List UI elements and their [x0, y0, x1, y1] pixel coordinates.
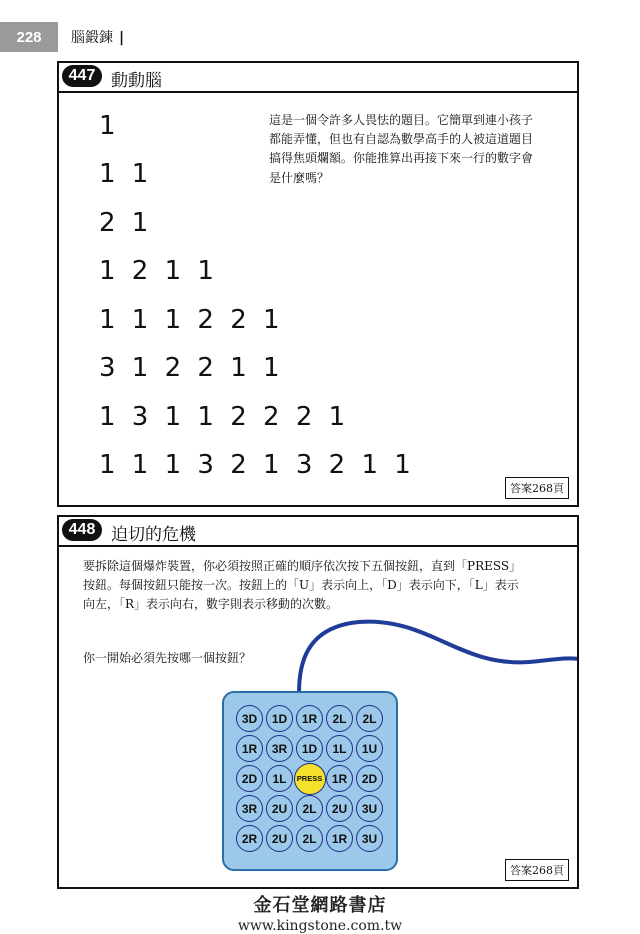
page-header	[0, 0, 640, 52]
page-footer	[0, 889, 640, 934]
book-title-text: 腦鍛鍊	[71, 30, 113, 46]
sequence-line: 1 1	[99, 159, 153, 189]
bomb-button[interactable]: 1R	[326, 825, 353, 852]
puzzle-448-description: 要拆除這個爆炸裝置，你必須按照正確的順序依次按下五個按鈕，直到「PRESS」按鈕。每個按鈕只能按一次。按鈕上的「U」表示向上，「D」表示向下，「L」表示向左，「R」表示向右，數字則表示移動的次數。	[83, 559, 522, 612]
page-number: 228	[0, 22, 58, 52]
puzzle-448	[57, 515, 579, 889]
bomb-button[interactable]: 1R	[326, 765, 353, 792]
bomb-button[interactable]: 3U	[356, 795, 383, 822]
sequence-line: 1 3 1 1 2 2 2 1	[99, 402, 350, 432]
store-url: www.kingstone.com.tw	[237, 918, 403, 934]
bomb-button[interactable]: 1L	[326, 735, 353, 762]
bomb-button[interactable]: 2L	[356, 705, 383, 732]
puzzle-447-number-badge: 447	[62, 65, 102, 87]
wire-path	[299, 622, 577, 693]
puzzle-448-question: 你一開始必須先按哪一個按鈕？	[83, 651, 252, 665]
sequence-line: 2 1	[99, 208, 153, 238]
bomb-button[interactable]: 1D	[296, 735, 323, 762]
bomb-button[interactable]: 3D	[236, 705, 263, 732]
bomb-button[interactable]: 1R	[296, 705, 323, 732]
sequence-line: 1	[99, 111, 120, 141]
puzzle-447-answer-reference: 答案268頁	[505, 477, 569, 499]
puzzle-447-description: 這是一個令許多人畏怯的題目。它簡單到連小孩子都能弄懂，但也有自認為數學高手的人被這道題目搞得焦頭爛額。你能推算出再接下來一行的數字會是什麼嗎？	[269, 113, 534, 185]
puzzle-447-title: 動動腦	[111, 71, 162, 91]
header-separator: |	[119, 30, 125, 46]
book-title	[71, 27, 124, 47]
bomb-button[interactable]: 3R	[236, 795, 263, 822]
bomb-button[interactable]: 1U	[356, 735, 383, 762]
bomb-button[interactable]: 3U	[356, 825, 383, 852]
bomb-button[interactable]: 3R	[266, 735, 293, 762]
bomb-button[interactable]: 2U	[326, 795, 353, 822]
bomb-device	[222, 691, 398, 871]
bomb-button[interactable]: 2L	[326, 705, 353, 732]
bomb-button[interactable]: 2L	[296, 825, 323, 852]
sequence-line: 1 2 1 1	[99, 256, 218, 286]
sequence-line: 1 1 1 2 2 1	[99, 305, 284, 335]
bomb-button[interactable]: 2D	[236, 765, 263, 792]
store-name: 金石堂網路書店	[253, 895, 387, 916]
puzzle-447	[57, 61, 579, 507]
bomb-button[interactable]: 2U	[266, 795, 293, 822]
puzzle-448-number-badge: 448	[62, 519, 102, 541]
bomb-button[interactable]: 1D	[266, 705, 293, 732]
press-button[interactable]: PRESS	[294, 763, 326, 795]
bomb-button[interactable]: 2L	[296, 795, 323, 822]
sequence-line: 3 1 2 2 1 1	[99, 353, 284, 383]
bomb-button[interactable]: 2R	[236, 825, 263, 852]
puzzle-447-title-row	[59, 63, 577, 93]
bomb-button[interactable]: 1L	[266, 765, 293, 792]
puzzle-448-title: 迫切的危機	[111, 525, 196, 545]
sequence-line: 1 1 1 3 2 1 3 2 1 1	[99, 450, 415, 480]
bomb-button[interactable]: 2U	[266, 825, 293, 852]
puzzle-448-answer-reference: 答案268頁	[505, 859, 569, 881]
bomb-button[interactable]: 1R	[236, 735, 263, 762]
bomb-button[interactable]: 2D	[356, 765, 383, 792]
